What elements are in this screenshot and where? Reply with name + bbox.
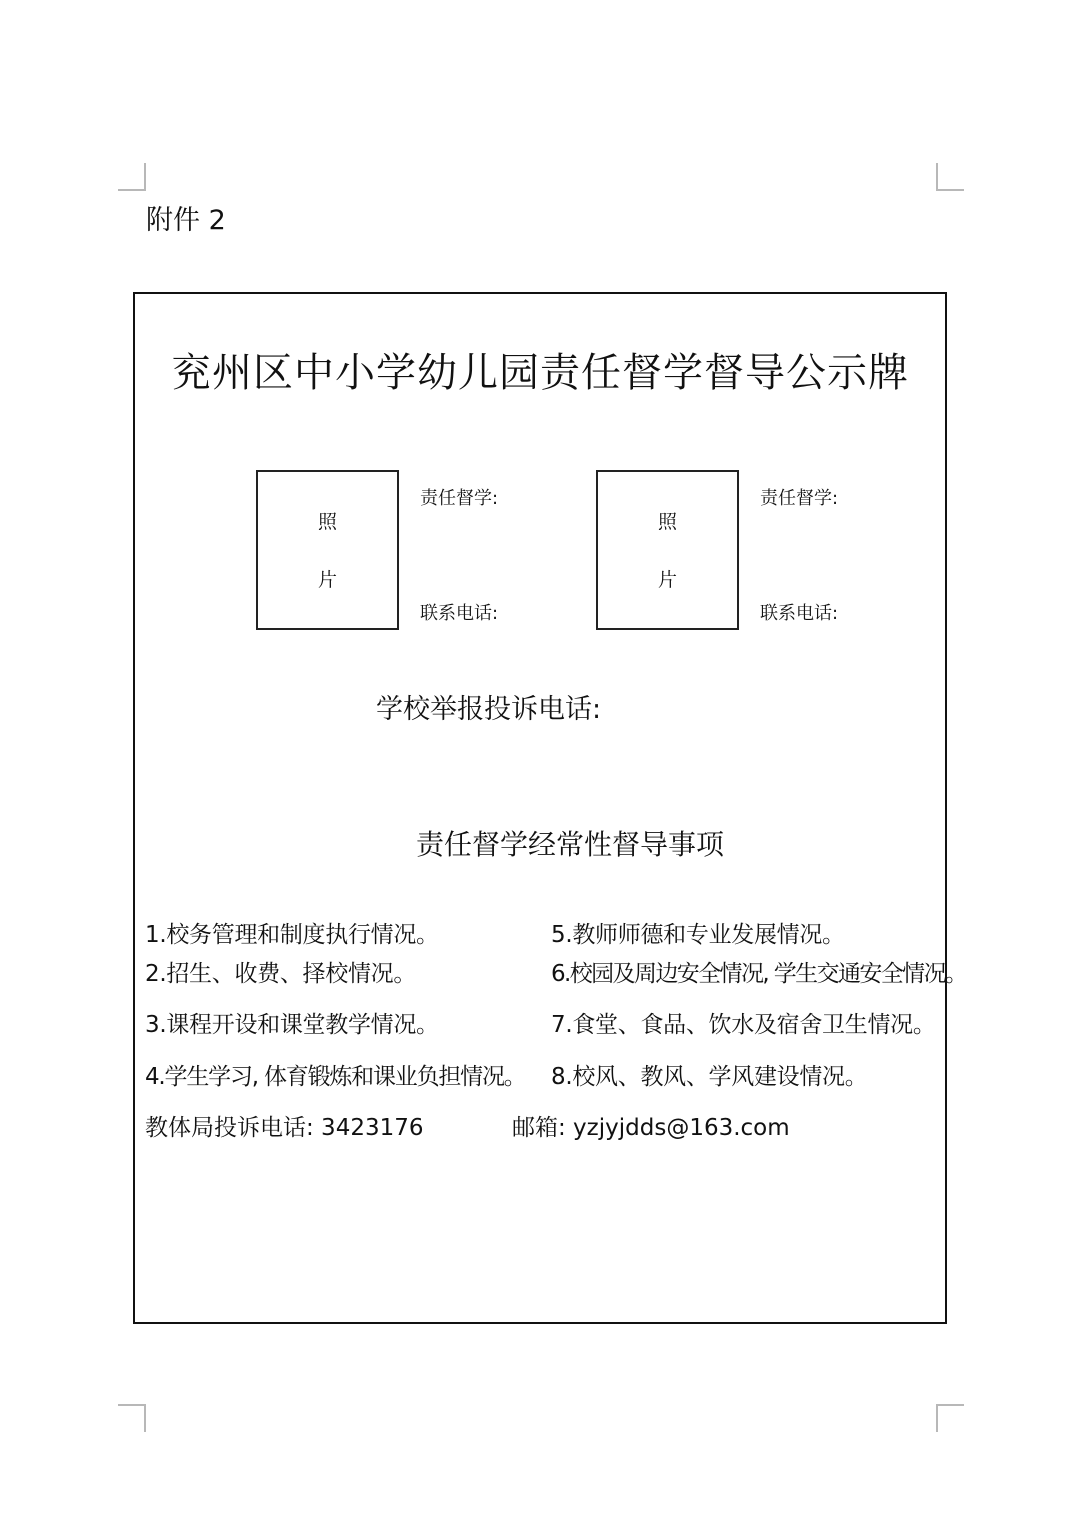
supervisor-name-label-1: 责任督学:: [420, 488, 499, 509]
duty-item-8: 8.校风、教风、学风建设情况。: [551, 1064, 868, 1090]
supervisor-phone-label-1: 联系电话:: [420, 603, 499, 624]
school-report-phone-label: 学校举报投诉电话:: [376, 694, 602, 725]
bureau-email: 邮箱: yzjyjdds@163.com: [512, 1115, 790, 1141]
duty-item-2: 2.招生、收费、择校情况。: [145, 961, 417, 987]
section-title: 责任督学经常性督导事项: [415, 828, 724, 861]
supervisor-name-label-2: 责任督学:: [760, 488, 839, 509]
photo-label-bottom: 片: [657, 569, 677, 591]
notice-board: [133, 292, 967, 1324]
photo-label-top: 照: [317, 511, 337, 533]
crop-mark-bottom-right: [936, 1404, 964, 1432]
attachment-label: 附件 2: [146, 205, 226, 236]
photo-placeholder-1: [256, 470, 399, 630]
duty-item-6: 6.校园及周边安全情况, 学生交通安全情况。: [551, 961, 967, 987]
duty-item-5: 5.教师师德和专业发展情况。: [551, 922, 845, 948]
crop-mark-top-left: [118, 163, 146, 191]
crop-mark-bottom-left: [118, 1404, 146, 1432]
duty-item-4: 4.学生学习, 体育锻炼和课业负担情况。: [145, 1064, 526, 1090]
duty-item-7: 7.食堂、食品、饮水及宿舍卫生情况。: [551, 1012, 936, 1038]
photo-label-bottom: 片: [317, 569, 337, 591]
duty-item-1: 1.校务管理和制度执行情况。: [145, 922, 439, 948]
board-title: 兖州区中小学幼儿园责任督学督导公示牌: [171, 350, 909, 396]
bureau-complaint-phone: 教体局投诉电话: 3423176: [145, 1115, 424, 1141]
photo-placeholder-2: [596, 470, 739, 630]
supervisor-phone-label-2: 联系电话:: [760, 603, 839, 624]
crop-mark-top-right: [936, 163, 964, 191]
duty-item-3: 3.课程开设和课堂教学情况。: [145, 1012, 439, 1038]
photo-label-top: 照: [657, 511, 677, 533]
